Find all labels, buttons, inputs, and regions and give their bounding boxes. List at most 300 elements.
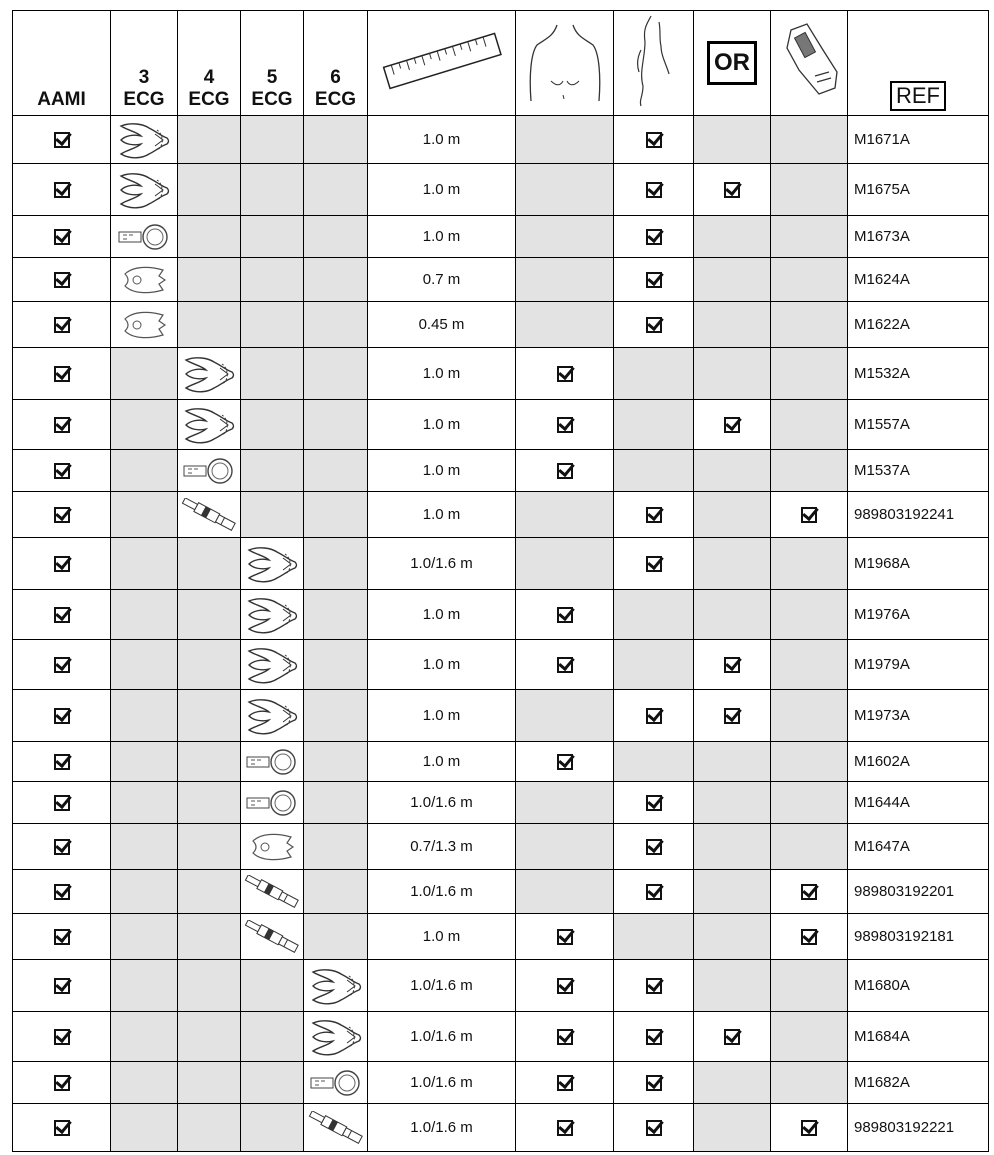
checkbox-checked-icon [724, 657, 740, 673]
length-cell: 1.0 m [368, 640, 516, 690]
ecg3-cell [111, 742, 178, 782]
ecg5-cell [241, 116, 304, 164]
torso-cell [516, 258, 614, 302]
ecg6-cell [304, 960, 368, 1012]
ecg6-cell [304, 1012, 368, 1062]
checkbox-checked-icon [801, 507, 817, 523]
checkbox-checked-icon [54, 1120, 70, 1136]
ecg4-cell [178, 258, 241, 302]
checkbox-checked-icon [646, 507, 662, 523]
checkbox-checked-icon [557, 1075, 573, 1091]
torso-cell [516, 400, 614, 450]
clamp-connector-icon [241, 831, 303, 863]
length-cell: 1.0/1.6 m [368, 1104, 516, 1152]
checkbox-checked-icon [54, 507, 70, 523]
checkbox-checked-icon [54, 317, 70, 333]
clip-cell [771, 164, 848, 216]
ecg4-cell [178, 216, 241, 258]
clip-cell [771, 824, 848, 870]
torso-cell [516, 1062, 614, 1104]
ecg3-cell [111, 258, 178, 302]
checkbox-checked-icon [54, 229, 70, 245]
ecg6-cell [304, 690, 368, 742]
checkbox-checked-icon [557, 978, 573, 994]
ecg4-cell [178, 870, 241, 914]
ecg6-cell [304, 1104, 368, 1152]
ecg4-cell [178, 742, 241, 782]
ring-connector-icon [241, 747, 303, 777]
limb-cell [614, 870, 694, 914]
ecg5-cell [241, 742, 304, 782]
limb-cell [614, 742, 694, 782]
ring-connector-icon [304, 1068, 367, 1098]
limb-cell [614, 258, 694, 302]
aami-cell [13, 782, 111, 824]
table-row [13, 400, 989, 450]
ecg5-cell [241, 450, 304, 492]
clip-cell [771, 690, 848, 742]
limb-cell [614, 116, 694, 164]
ecg5-cell [241, 870, 304, 914]
ring-connector-icon [111, 222, 177, 252]
checkbox-checked-icon [54, 839, 70, 855]
or-cell [694, 782, 771, 824]
checkbox-checked-icon [801, 884, 817, 900]
limb-cell [614, 216, 694, 258]
checkbox-checked-icon [724, 708, 740, 724]
aami-cell [13, 590, 111, 640]
aami-cell [13, 914, 111, 960]
clip-cell [771, 870, 848, 914]
checkbox-checked-icon [557, 366, 573, 382]
limb-cell [614, 960, 694, 1012]
ecg4-cell [178, 538, 241, 590]
ref-cell: M1684A [848, 1012, 989, 1062]
ref-cell: M1671A [848, 116, 989, 164]
ecg6-header: 6 ECG [304, 11, 368, 116]
torso-cell [516, 450, 614, 492]
clip-cell [771, 538, 848, 590]
aami-cell [13, 302, 111, 348]
ecg3-cell [111, 450, 178, 492]
or-cell [694, 538, 771, 590]
ecg5-cell [241, 782, 304, 824]
checkbox-checked-icon [724, 1029, 740, 1045]
ecg3-cell [111, 590, 178, 640]
length-cell: 1.0 m [368, 492, 516, 538]
clip-cell [771, 742, 848, 782]
clamp-connector-icon [111, 264, 177, 296]
aami-cell [13, 216, 111, 258]
limb-cell [614, 538, 694, 590]
ecg5-cell [241, 1104, 304, 1152]
ecg3-cell [111, 824, 178, 870]
limb-cell [614, 690, 694, 742]
torso-cell [516, 824, 614, 870]
ecg4-cell [178, 400, 241, 450]
table-body [13, 116, 989, 1152]
or-header: OR [694, 11, 771, 116]
aami-cell [13, 258, 111, 302]
aami-cell [13, 400, 111, 450]
cable-length-header [368, 11, 516, 116]
length-cell: 1.0/1.6 m [368, 1012, 516, 1062]
ring-connector-icon [241, 788, 303, 818]
checkbox-checked-icon [54, 708, 70, 724]
ref-cell: M1973A [848, 690, 989, 742]
ecg3-cell [111, 870, 178, 914]
table-row [13, 960, 989, 1012]
ecg3-cell [111, 302, 178, 348]
clip-cell [771, 116, 848, 164]
checkbox-checked-icon [557, 607, 573, 623]
limb-cell [614, 640, 694, 690]
checkbox-checked-icon [557, 754, 573, 770]
ecg4-cell [178, 348, 241, 400]
trunk-connector-icon [241, 595, 303, 635]
checkbox-checked-icon [724, 182, 740, 198]
ecg3-cell [111, 492, 178, 538]
ecg4-cell [178, 1012, 241, 1062]
table-row [13, 302, 989, 348]
or-cell [694, 450, 771, 492]
ecg3-cell [111, 216, 178, 258]
trunk-connector-icon [111, 120, 177, 160]
limb-cell [614, 348, 694, 400]
clip-cell [771, 302, 848, 348]
ref-cell: M1602A [848, 742, 989, 782]
ref-cell: M1682A [848, 1062, 989, 1104]
or-cell [694, 258, 771, 302]
limb-cell [614, 782, 694, 824]
ecg4-cell [178, 590, 241, 640]
length-cell: 1.0/1.6 m [368, 538, 516, 590]
checkbox-checked-icon [646, 132, 662, 148]
clip-cell [771, 1062, 848, 1104]
clip-cell [771, 1012, 848, 1062]
length-cell: 1.0/1.6 m [368, 870, 516, 914]
ref-cell: M1624A [848, 258, 989, 302]
clip-cell [771, 640, 848, 690]
aami-cell [13, 164, 111, 216]
ecg3-cell [111, 640, 178, 690]
ref-cell: M1557A [848, 400, 989, 450]
checkbox-checked-icon [557, 1120, 573, 1136]
ecg4-cell [178, 164, 241, 216]
ecg3-cell [111, 690, 178, 742]
checkbox-checked-icon [54, 657, 70, 673]
aami-cell [13, 1062, 111, 1104]
length-cell: 1.0 m [368, 914, 516, 960]
torso-cell [516, 690, 614, 742]
ecg6-cell [304, 824, 368, 870]
checkbox-checked-icon [54, 607, 70, 623]
torso-cell [516, 492, 614, 538]
aami-cell [13, 742, 111, 782]
torso-cell [516, 640, 614, 690]
checkbox-checked-icon [557, 1029, 573, 1045]
ref-cell: M1680A [848, 960, 989, 1012]
clip-cell [771, 450, 848, 492]
checkbox-checked-icon [646, 978, 662, 994]
table-row [13, 258, 989, 302]
limb-cell [614, 492, 694, 538]
checkbox-checked-icon [54, 417, 70, 433]
or-cell [694, 640, 771, 690]
torso-cell [516, 164, 614, 216]
ecg6-cell [304, 492, 368, 538]
table-row [13, 590, 989, 640]
ecg3-header: 3 ECG [111, 11, 178, 116]
checkbox-checked-icon [646, 795, 662, 811]
limb-cell [614, 302, 694, 348]
checkbox-checked-icon [646, 272, 662, 288]
table-row [13, 640, 989, 690]
torso-cell [516, 302, 614, 348]
clip-header [771, 11, 848, 116]
clip-cell [771, 400, 848, 450]
aami-cell [13, 1012, 111, 1062]
limb-cell [614, 914, 694, 960]
torso-cell [516, 1104, 614, 1152]
ref-cell: 989803192181 [848, 914, 989, 960]
aami-cell [13, 538, 111, 590]
checkbox-checked-icon [801, 1120, 817, 1136]
ecg6-cell [304, 164, 368, 216]
checkbox-checked-icon [54, 132, 70, 148]
table-row [13, 690, 989, 742]
limb-cell [614, 164, 694, 216]
aami-cell [13, 870, 111, 914]
checkbox-checked-icon [54, 795, 70, 811]
grabber-clip-icon [777, 20, 841, 100]
ecg5-cell [241, 960, 304, 1012]
or-cell [694, 302, 771, 348]
torso-cell [516, 538, 614, 590]
ref-cell: 989803192241 [848, 492, 989, 538]
aami-cell [13, 960, 111, 1012]
ecg5-cell [241, 1012, 304, 1062]
torso-cell [516, 348, 614, 400]
ecg6-cell [304, 914, 368, 960]
aami-cell [13, 116, 111, 164]
or-cell [694, 824, 771, 870]
or-cell [694, 164, 771, 216]
table-row [13, 1104, 989, 1152]
checkbox-checked-icon [646, 317, 662, 333]
aami-header: AAMI [13, 11, 111, 116]
ecg4-cell [178, 824, 241, 870]
table-row [13, 348, 989, 400]
ecg4-cell [178, 302, 241, 348]
ecg3-cell [111, 538, 178, 590]
plug-connector-icon [241, 920, 303, 954]
table-row [13, 914, 989, 960]
torso-cell [516, 742, 614, 782]
ref-cell: M1532A [848, 348, 989, 400]
or-cell [694, 870, 771, 914]
checkbox-checked-icon [54, 366, 70, 382]
ecg3-cell [111, 1104, 178, 1152]
checkbox-checked-icon [557, 929, 573, 945]
clip-cell [771, 590, 848, 640]
length-cell: 1.0/1.6 m [368, 1062, 516, 1104]
length-cell: 1.0 m [368, 742, 516, 782]
ecg6-cell [304, 258, 368, 302]
checkbox-checked-icon [646, 708, 662, 724]
plug-connector-icon [178, 498, 240, 532]
length-cell: 0.7 m [368, 258, 516, 302]
checkbox-checked-icon [724, 417, 740, 433]
ecg3-cell [111, 782, 178, 824]
or-cell [694, 116, 771, 164]
ecg5-header: 5 ECG [241, 11, 304, 116]
ecg4-cell [178, 960, 241, 1012]
clip-cell [771, 960, 848, 1012]
aami-cell [13, 690, 111, 742]
ecg3-cell [111, 1062, 178, 1104]
trunk-connector-icon [241, 544, 303, 584]
clip-cell [771, 216, 848, 258]
ref-cell: M1976A [848, 590, 989, 640]
ecg4-header: 4 ECG [178, 11, 241, 116]
checkbox-checked-icon [54, 556, 70, 572]
ecg5-cell [241, 258, 304, 302]
table-row [13, 164, 989, 216]
trunk-connector-icon [178, 405, 240, 445]
ecg3-cell [111, 116, 178, 164]
limb-cell [614, 1104, 694, 1152]
ecg5-cell [241, 590, 304, 640]
ecg6-cell [304, 348, 368, 400]
clip-cell [771, 348, 848, 400]
checkbox-checked-icon [54, 182, 70, 198]
table-row [13, 1062, 989, 1104]
ecg6-cell [304, 116, 368, 164]
torso-header [516, 11, 614, 116]
ecg5-cell [241, 164, 304, 216]
trunk-connector-icon [178, 354, 240, 394]
ecg3-cell [111, 1012, 178, 1062]
table-row [13, 782, 989, 824]
aami-cell [13, 450, 111, 492]
aami-cell [13, 1104, 111, 1152]
ecg6-cell [304, 742, 368, 782]
table-row [13, 1012, 989, 1062]
torso-icon [523, 15, 607, 105]
ecg6-cell [304, 302, 368, 348]
clip-cell [771, 1104, 848, 1152]
or-cell [694, 590, 771, 640]
ecg6-cell [304, 870, 368, 914]
torso-cell [516, 216, 614, 258]
length-cell: 1.0 m [368, 116, 516, 164]
ecg6-cell [304, 450, 368, 492]
ecg4-cell [178, 1062, 241, 1104]
or-cell [694, 492, 771, 538]
length-cell: 1.0/1.6 m [368, 960, 516, 1012]
torso-cell [516, 870, 614, 914]
aami-cell [13, 348, 111, 400]
ref-cell: M1675A [848, 164, 989, 216]
ref-cell: M1673A [848, 216, 989, 258]
ecg5-cell [241, 1062, 304, 1104]
limb-cell [614, 824, 694, 870]
torso-cell [516, 914, 614, 960]
limb-cell [614, 1012, 694, 1062]
ecg6-cell [304, 538, 368, 590]
header-row [13, 11, 989, 116]
checkbox-checked-icon [54, 272, 70, 288]
ref-cell: M1644A [848, 782, 989, 824]
ref-cell: M1979A [848, 640, 989, 690]
ecg6-cell [304, 782, 368, 824]
ecg-trunk-cable-table [12, 10, 989, 1152]
limb-cell [614, 590, 694, 640]
trunk-connector-icon [241, 645, 303, 685]
table-row [13, 216, 989, 258]
ecg4-cell [178, 914, 241, 960]
ecg5-cell [241, 640, 304, 690]
torso-cell [516, 960, 614, 1012]
ecg5-cell [241, 538, 304, 590]
ecg3-cell [111, 960, 178, 1012]
clip-cell [771, 782, 848, 824]
or-cell [694, 690, 771, 742]
limb-header [614, 11, 694, 116]
clip-cell [771, 492, 848, 538]
checkbox-checked-icon [54, 884, 70, 900]
checkbox-checked-icon [646, 182, 662, 198]
length-cell: 1.0 m [368, 216, 516, 258]
ecg5-cell [241, 216, 304, 258]
or-cell [694, 348, 771, 400]
ecg3-cell [111, 348, 178, 400]
aami-cell [13, 824, 111, 870]
ecg6-cell [304, 1062, 368, 1104]
limb-icon [629, 12, 679, 108]
length-cell: 1.0 m [368, 400, 516, 450]
checkbox-checked-icon [646, 1120, 662, 1136]
length-cell: 1.0/1.6 m [368, 782, 516, 824]
ref-cell: M1537A [848, 450, 989, 492]
clip-cell [771, 258, 848, 302]
or-cell [694, 914, 771, 960]
table-row [13, 824, 989, 870]
ecg4-cell [178, 450, 241, 492]
table-row [13, 870, 989, 914]
ecg4-cell [178, 1104, 241, 1152]
limb-cell [614, 1062, 694, 1104]
or-cell [694, 742, 771, 782]
ecg4-cell [178, 116, 241, 164]
ecg5-cell [241, 914, 304, 960]
ref-header: REF [848, 11, 989, 116]
torso-cell [516, 782, 614, 824]
plug-connector-icon [241, 875, 303, 909]
or-cell [694, 216, 771, 258]
trunk-connector-icon [304, 966, 367, 1006]
limb-cell [614, 400, 694, 450]
ecg5-cell [241, 492, 304, 538]
trunk-connector-icon [111, 170, 177, 210]
checkbox-checked-icon [54, 754, 70, 770]
ecg4-cell [178, 640, 241, 690]
ref-cell: M1622A [848, 302, 989, 348]
ring-connector-icon [178, 456, 240, 486]
table-row [13, 492, 989, 538]
or-cell [694, 1062, 771, 1104]
